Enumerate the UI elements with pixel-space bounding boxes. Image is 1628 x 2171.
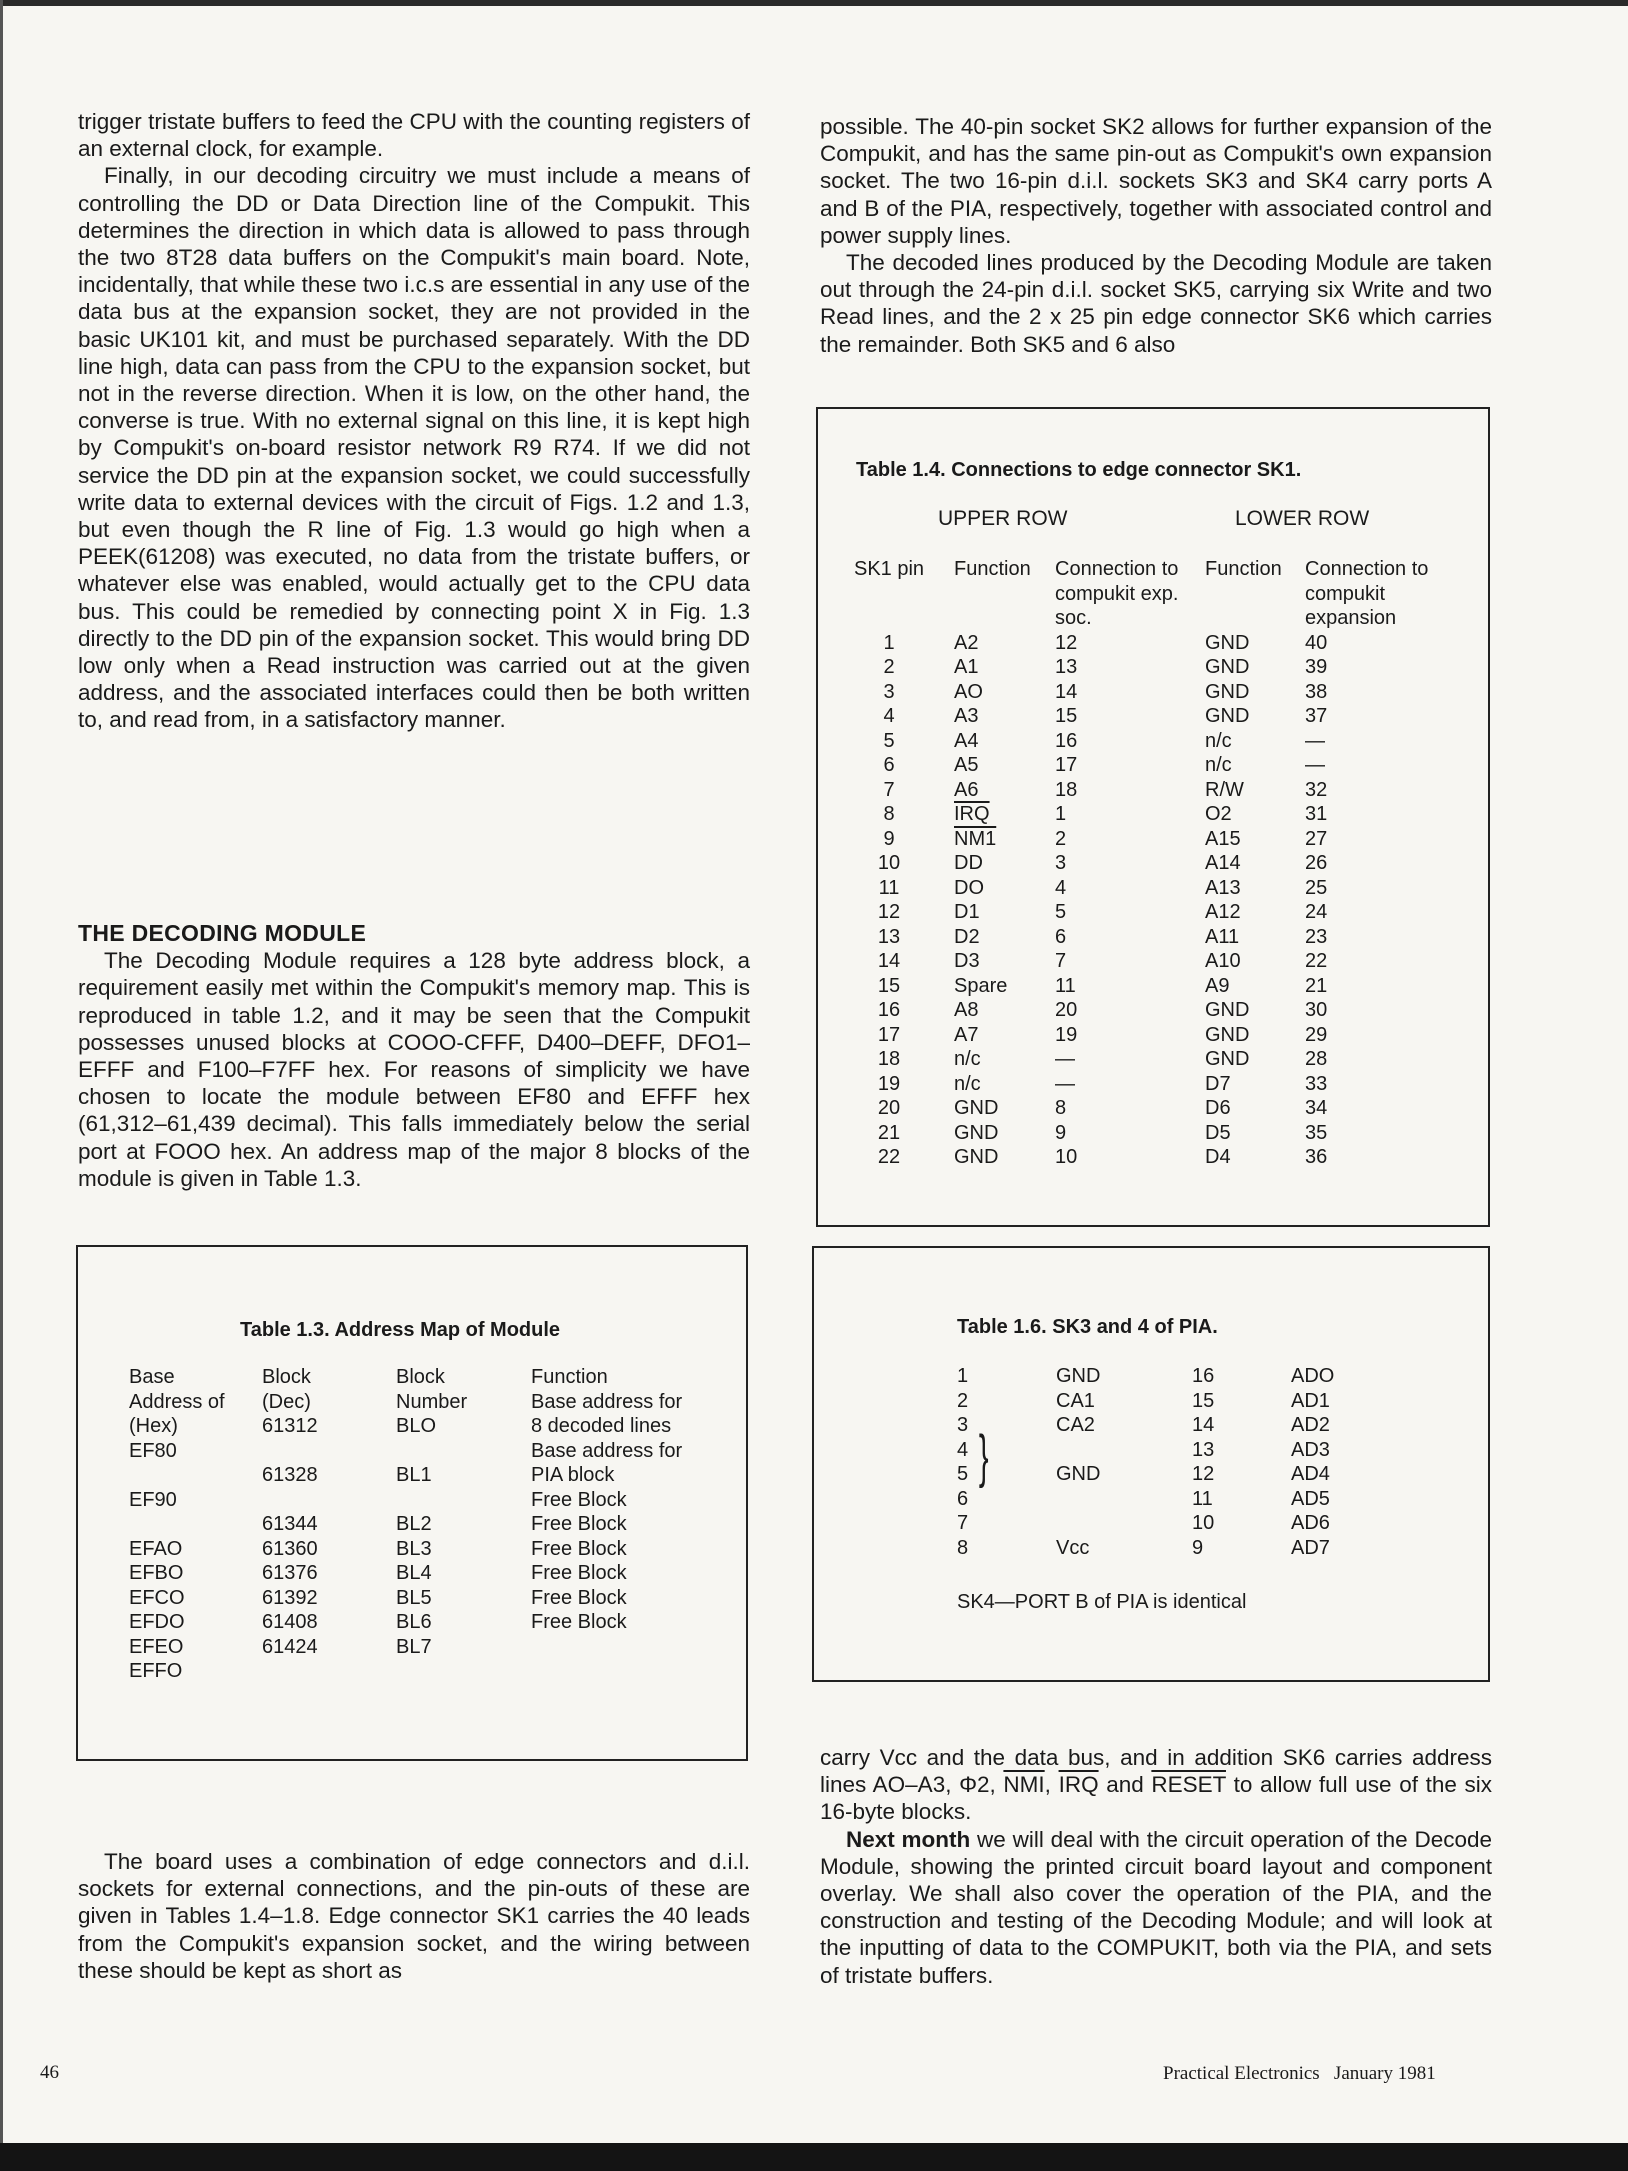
table-cell: A3	[954, 705, 979, 727]
upper-row-label: UPPER ROW	[938, 507, 1068, 530]
table-cell: 11	[878, 876, 900, 899]
table-cell: EFFO	[129, 1660, 183, 1682]
table-cell: BLO	[396, 1415, 437, 1437]
table-cell: 26	[1305, 852, 1328, 874]
bold-lead: Next month	[846, 1826, 971, 1852]
table-column-pin-right	[1192, 1364, 1214, 1560]
table-cell: GND	[1205, 705, 1250, 727]
page-number: 46	[40, 2062, 59, 2083]
table-caption: Table 1.6. SK3 and 4 of PIA.	[957, 1316, 1218, 1338]
table-cell: 33	[1305, 1072, 1328, 1095]
text-run: carry Vcc and the data bus, and in addition SK6 carries address lines AO–A3, Φ2,	[820, 1745, 1492, 1798]
table-cell: AD1	[1291, 1389, 1330, 1412]
table-cell: PIA block	[531, 1464, 615, 1486]
table-cell: 36	[1305, 1146, 1328, 1168]
table-column-base-address	[129, 1365, 225, 1684]
table-cell: 5	[883, 729, 895, 752]
table-cell: 11	[1192, 1487, 1213, 1510]
left-column-middle	[78, 920, 750, 1192]
table-cell: 1	[1055, 803, 1067, 825]
table-cell: 7	[1055, 950, 1067, 972]
table-cell: AD7	[1291, 1536, 1330, 1559]
table-cell: A4	[954, 729, 979, 752]
table-header-cell: (Dec)	[262, 1390, 311, 1413]
table-header-cell: Function	[954, 558, 1031, 580]
text-run: and	[1098, 1772, 1152, 1798]
signal-reset: RESET	[1151, 1772, 1226, 1798]
text-run: ,	[1044, 1772, 1059, 1798]
table-cell-spacer	[262, 1488, 318, 1513]
table-cell: 5	[957, 1463, 969, 1485]
table-cell: 21	[1305, 974, 1328, 997]
table-cell: DD	[954, 852, 983, 874]
table-header-cell: Address of	[129, 1390, 225, 1413]
table-cell: 9	[883, 827, 895, 850]
table-cell: 8	[957, 1536, 969, 1559]
table-1-3	[76, 1245, 748, 1761]
table-cell: EFAO	[129, 1537, 183, 1560]
table-cell: GND	[1205, 680, 1250, 703]
scan-edge-left	[0, 0, 3, 2171]
table-cell: 24	[1305, 901, 1328, 923]
table-cell: EFCO	[129, 1586, 185, 1609]
table-cell-spacer	[129, 1463, 225, 1488]
table-cell: Free Block	[531, 1537, 627, 1560]
table-cell-spacer	[854, 606, 924, 631]
table-cell: NM1	[954, 827, 997, 850]
table-cell: 9	[1055, 1121, 1067, 1144]
table-cell: A12	[1205, 901, 1241, 923]
table-cell: 61424	[262, 1635, 318, 1658]
table-cell: 5	[1055, 901, 1067, 923]
table-cell: 6	[883, 754, 895, 776]
table-cell: ADO	[1291, 1365, 1335, 1387]
table-cell: 61360	[262, 1537, 318, 1560]
table-cell: 23	[1305, 925, 1328, 948]
signal-irq: $\overline{IRQ}$	[1058, 1772, 1099, 1798]
table-cell: GND	[1205, 1048, 1250, 1070]
table-cell: A13	[1205, 876, 1241, 899]
table-cell: 28	[1305, 1048, 1328, 1070]
table-header-cell: soc.	[1055, 607, 1092, 629]
table-cell: A1	[954, 656, 979, 678]
table-cell: 15	[1192, 1389, 1215, 1412]
table-cell: 14	[1055, 680, 1078, 703]
table-cell: 10	[1055, 1146, 1078, 1168]
table-cell: 61344	[262, 1513, 318, 1535]
table-1-4	[816, 407, 1490, 1227]
table-column-connection-lower	[1305, 557, 1428, 1170]
table-cell: A9	[1205, 974, 1230, 997]
table-header-cell: expansion	[1305, 607, 1397, 629]
table-cell: 34	[1305, 1097, 1328, 1119]
table-cell: A2	[954, 631, 979, 654]
table-cell: CA2	[1056, 1414, 1095, 1436]
table-cell: BL6	[396, 1611, 432, 1633]
table-column-pin	[957, 1364, 968, 1560]
table-column-sk1-pin	[854, 557, 924, 1170]
table-cell: 61312	[262, 1415, 318, 1437]
table-column-block-dec	[262, 1365, 318, 1659]
table-cell: 8 decoded lines	[531, 1415, 672, 1437]
table-cell: 2	[957, 1389, 969, 1412]
table-cell: Free Block	[531, 1586, 627, 1609]
paragraph: The board uses a combination of edge connectors and d.i.l. sockets for external connections, and the pin-outs of these are given in Tables 1.4–1.8. Edge connector SK1 carries the 40 leads from the Compukit's expansion socket, and the wiring between these should be kept as short as	[78, 1849, 750, 1983]
table-cell: D1	[954, 901, 980, 923]
table-column-function-upper	[954, 557, 1031, 1170]
paragraph: Finally, in our decoding circuitry we must include a means of controlling the DD or Data Direction line of the Compukit. This determines the direction in which data is allowed to pass through the two 8T28 data buffers on the Compukit's main board. Note, incidentally, that while these two i.c.s are essential in any use of the data bus at the expansion socket, they are not provided in the basic UK101 kit, and must be purchased separately. With the DD line high, data can pass from the CPU to the expansion socket, but not in the reverse direction. When it is low, on the other hand, the converse is true. With no external signal on this line, it is kept high by Compukit's on-board resistor network R9 R74. If we did not service the DD pin at the expansion socket, we could successfully write data to external devices with the circuit of Figs. 1.2 and 1.3, but even though the R line of Fig. 1.3 would go high when a PEEK(61208) was executed, no data from the tristate buffers, or whatever else was enabled, would actually get to the CPU data bus. This could be remedied by connecting point X in Fig. 1.3 directly to the DD pin of the expansion socket. This would bring DD low only when a Read instruction was carried out at the given address, and the associated interfaces could then be both written to, and read from, in a satisfactory manner.	[78, 163, 750, 733]
table-caption: Table 1.3. Address Map of Module	[240, 1319, 561, 1341]
table-cell: 37	[1305, 705, 1328, 727]
table-1-6	[812, 1246, 1490, 1682]
table-cell: 6	[957, 1487, 969, 1510]
paragraph: The decoded lines produced by the Decoding Module are taken out through the 24-pin d.i.l. socket SK5, carrying six Write and two Read lines, and the 2 x 25 pin edge connector SK6 which carries the remainder. Both SK5 and 6 also	[820, 250, 1492, 357]
table-cell: 12	[877, 901, 901, 923]
paragraph: trigger tristate buffers to feed the CPU with the counting registers of an external clock, for example.	[78, 109, 750, 162]
table-cell: O2	[1205, 803, 1232, 825]
section-heading: THE DECODING MODULE	[78, 920, 367, 946]
signal-nmi: $\overline{NMI}$	[1003, 1772, 1045, 1798]
table-header-cell: Connection to	[1305, 558, 1429, 580]
table-header-cell: SK1 pin	[854, 558, 925, 580]
table-column-function-lower	[1205, 557, 1282, 1170]
table-cell: Free Block	[531, 1611, 627, 1633]
table-cell: R/W	[1205, 778, 1244, 801]
publication-footer: Practical Electronics January 1981	[1163, 2063, 1436, 2084]
table-cell	[1056, 1511, 1100, 1536]
left-column-bottom	[78, 1848, 750, 1984]
text-run: we will deal with the circuit operation of the Decode Module, showing the printed circuit board layout and component overlay. We shall also cover the operation of the PIA, and the construction and testing of the Decoding Module; and will look at the inputting of data to the COMPUKIT, both via the PIA, and sets of tristate buffers.	[820, 1826, 1493, 1988]
table-cell: EF80	[129, 1439, 177, 1462]
table-cell-spacer	[1205, 606, 1282, 631]
table-cell: —	[1055, 1072, 1075, 1095]
table-cell: A15	[1205, 827, 1241, 850]
table-cell-spacer	[854, 582, 924, 607]
table-cell: n/c	[1205, 754, 1232, 776]
table-cell: GND	[954, 1146, 999, 1168]
table-cell: A8	[954, 999, 979, 1021]
table-cell: Free Block	[531, 1488, 627, 1511]
table-header-cell: compukit	[1305, 582, 1386, 605]
table-cell: 20	[877, 1097, 901, 1119]
table-cell: n/c	[1205, 729, 1232, 752]
table-cell-spacer	[129, 1512, 225, 1537]
table-cell: —	[1305, 754, 1325, 776]
table-cell: EFEO	[129, 1635, 184, 1658]
table-cell: 12	[1055, 631, 1078, 654]
table-cell: DO	[954, 876, 984, 899]
table-footnote: SK4—PORT B of PIA is identical	[957, 1591, 1247, 1613]
table-cell: BL4	[396, 1562, 432, 1584]
table-cell: 14	[877, 950, 901, 972]
table-cell: A14	[1205, 852, 1241, 874]
table-cell: 30	[1305, 999, 1328, 1021]
table-cell-spacer	[396, 1439, 467, 1464]
table-cell: 2	[1055, 827, 1067, 850]
table-cell: EFBO	[129, 1562, 184, 1584]
table-cell-spacer	[396, 1488, 467, 1513]
table-cell: 19	[1055, 1023, 1078, 1046]
table-cell: 8	[883, 803, 895, 825]
table-cell-spacer	[954, 582, 1031, 607]
table-cell: D2	[954, 925, 980, 948]
table-cell: 19	[877, 1072, 901, 1095]
table-cell: 3	[1055, 852, 1067, 874]
table-cell: 32	[1305, 778, 1328, 801]
table-cell: 13	[1055, 656, 1078, 678]
table-cell: 17	[1055, 754, 1078, 776]
table-header-cell: Block	[396, 1366, 445, 1388]
table-cell: GND	[1205, 999, 1250, 1021]
table-cell: AD2	[1291, 1414, 1330, 1436]
table-cell: GND	[1205, 656, 1250, 678]
table-cell: 10	[1192, 1512, 1215, 1534]
table-cell: 22	[1305, 950, 1328, 972]
right-column-bottom	[820, 1744, 1492, 1989]
table-cell: A10	[1205, 950, 1241, 972]
table-cell: 1	[883, 631, 895, 654]
table-cell: 1	[957, 1365, 969, 1387]
table-cell: BL5	[396, 1586, 432, 1609]
table-cell: 31	[1305, 803, 1328, 825]
table-cell: 25	[1305, 876, 1328, 899]
table-column-signal	[1056, 1364, 1100, 1560]
table-cell: 10	[877, 852, 901, 874]
table-cell: A11	[1205, 925, 1240, 948]
table-cell: 18	[1055, 778, 1078, 801]
table-cell: AD4	[1291, 1463, 1330, 1485]
table-cell: 35	[1305, 1121, 1328, 1144]
table-cell: D4	[1205, 1146, 1231, 1168]
table-cell: 7	[957, 1512, 969, 1534]
table-header-cell: Block	[262, 1366, 311, 1388]
table-cell: —	[1055, 1048, 1075, 1070]
table-cell: A7	[954, 1023, 979, 1046]
scan-edge-top	[0, 0, 1628, 6]
table-cell: AD3	[1291, 1438, 1330, 1461]
table-cell: Base address for	[531, 1390, 683, 1413]
table-cell	[1056, 1487, 1100, 1512]
table-cell: GND	[954, 1097, 999, 1119]
table-cell: 17	[877, 1023, 901, 1046]
table-cell: 4	[1055, 876, 1067, 899]
left-column-top	[78, 108, 750, 734]
table-cell: BL1	[396, 1464, 432, 1486]
table-cell: EFDO	[129, 1611, 185, 1633]
table-cell: 3	[883, 680, 895, 703]
table-column-block-number	[396, 1365, 467, 1659]
table-brace: }	[978, 1424, 989, 1489]
table-cell: AO	[954, 680, 983, 703]
table-cell: Spare	[954, 974, 1008, 997]
scan-edge-bottom	[0, 2143, 1628, 2171]
table-cell: n/c	[954, 1048, 981, 1070]
table-header-cell: Base	[129, 1366, 175, 1388]
table-cell: 15	[1055, 705, 1078, 727]
table-cell: 16	[1055, 729, 1078, 752]
table-cell	[1056, 1438, 1100, 1463]
table-column-signal-right	[1291, 1364, 1334, 1560]
table-cell: BL3	[396, 1537, 432, 1560]
table-cell: Free Block	[531, 1513, 627, 1535]
table-header-cell: Number	[396, 1390, 468, 1413]
table-cell: 29	[1305, 1023, 1328, 1046]
table-cell: D5	[1205, 1121, 1231, 1144]
table-column-function	[531, 1365, 682, 1635]
table-cell: 13	[877, 925, 901, 948]
table-cell: 12	[1192, 1463, 1215, 1485]
table-cell: D7	[1205, 1072, 1231, 1095]
table-cell: —	[1305, 729, 1325, 752]
table-cell: Base address for	[531, 1439, 683, 1462]
table-header-cell: Function	[531, 1366, 608, 1388]
table-cell: 13	[1192, 1438, 1215, 1461]
table-cell: EF90	[129, 1488, 177, 1511]
table-cell: AD6	[1291, 1512, 1330, 1534]
table-cell: 27	[1305, 827, 1328, 850]
paragraph	[820, 1744, 1492, 1826]
table-cell: n/c	[954, 1072, 981, 1095]
right-column-top	[820, 113, 1492, 358]
table-cell: 14	[1192, 1414, 1215, 1436]
table-cell: GND	[954, 1121, 999, 1144]
table-cell: 16	[877, 999, 901, 1021]
table-cell: 20	[1055, 999, 1078, 1021]
table-cell: D3	[954, 950, 980, 972]
table-cell: 15	[877, 974, 901, 997]
table-cell-spacer	[262, 1439, 318, 1464]
table-cell: 61408	[262, 1611, 318, 1633]
table-caption: Table 1.4. Connections to edge connector SK1.	[856, 459, 1302, 481]
table-cell-spacer	[954, 606, 1031, 631]
table-cell: GND	[1056, 1365, 1101, 1387]
table-cell: A6	[954, 778, 979, 801]
table-cell: AD5	[1291, 1487, 1330, 1510]
paragraph: The Decoding Module requires a 128 byte address block, a requirement easily met within the Compukit's memory map. This is reproduced in table 1.2, and it may be seen that the Compukit possesses unused blocks at COOO-CFFF, D400–DEFF, DFO1–EFFF and F100–F7FF hex. For reasons of simplicity we have chosen to locate the module between EF80 and EFFF hex (61,312–61,439 decimal). This falls immediately below the serial port at FOOO hex. An address map of the major 8 blocks of the module is given in Table 1.3.	[78, 948, 750, 1191]
table-cell: 4	[957, 1438, 969, 1461]
table-cell: 39	[1305, 656, 1328, 678]
table-cell: $\overline{IRQ}$	[954, 803, 990, 825]
table-cell: 7	[883, 778, 895, 801]
paragraph	[820, 1826, 1492, 1989]
text-run: to allow full use of the six 16-byte blocks.	[820, 1772, 1492, 1825]
table-cell: 18	[877, 1048, 901, 1070]
table-header-cell: (Hex)	[129, 1415, 178, 1437]
table-cell: 22	[877, 1146, 901, 1168]
table-cell: 61392	[262, 1586, 318, 1609]
table-cell: 2	[883, 656, 895, 678]
table-column-connection-upper	[1055, 557, 1178, 1170]
lower-row-label: LOWER ROW	[1235, 507, 1370, 530]
table-cell-spacer	[1205, 582, 1282, 607]
table-cell: 4	[883, 705, 895, 727]
table-cell: 61328	[262, 1464, 318, 1486]
table-cell: 9	[1192, 1536, 1204, 1559]
table-cell: CA1	[1056, 1389, 1095, 1412]
table-cell: 16	[1192, 1365, 1215, 1387]
table-header-cell: Connection to	[1055, 558, 1179, 580]
table-cell: BL2	[396, 1513, 432, 1535]
table-cell: A5	[954, 754, 979, 776]
table-cell: 6	[1055, 925, 1067, 948]
table-cell: 11	[1055, 974, 1076, 997]
table-cell: 38	[1305, 680, 1328, 703]
table-cell: 61376	[262, 1562, 318, 1584]
table-header-cell: Function	[1205, 558, 1282, 580]
table-cell: GND	[1056, 1463, 1101, 1485]
table-cell: Free Block	[531, 1562, 627, 1584]
table-cell: 3	[957, 1414, 969, 1436]
table-cell: 40	[1305, 631, 1328, 654]
table-cell: Vcc	[1056, 1536, 1090, 1559]
table-header-cell: compukit exp.	[1055, 582, 1179, 605]
table-cell: 8	[1055, 1097, 1067, 1119]
table-cell: BL7	[396, 1635, 432, 1658]
table-cell: GND	[1205, 631, 1250, 654]
table-cell: 21	[877, 1121, 901, 1144]
table-cell: GND	[1205, 1023, 1250, 1046]
paragraph: possible. The 40-pin socket SK2 allows for further expansion of the Compukit, and has the same pin-out as Compukit's own expansion socket. The two 16-pin d.i.l. sockets SK3 and SK4 carry ports A and B of the PIA, respectively, together with associated control and power supply lines.	[820, 114, 1492, 248]
table-cell: D6	[1205, 1097, 1231, 1119]
